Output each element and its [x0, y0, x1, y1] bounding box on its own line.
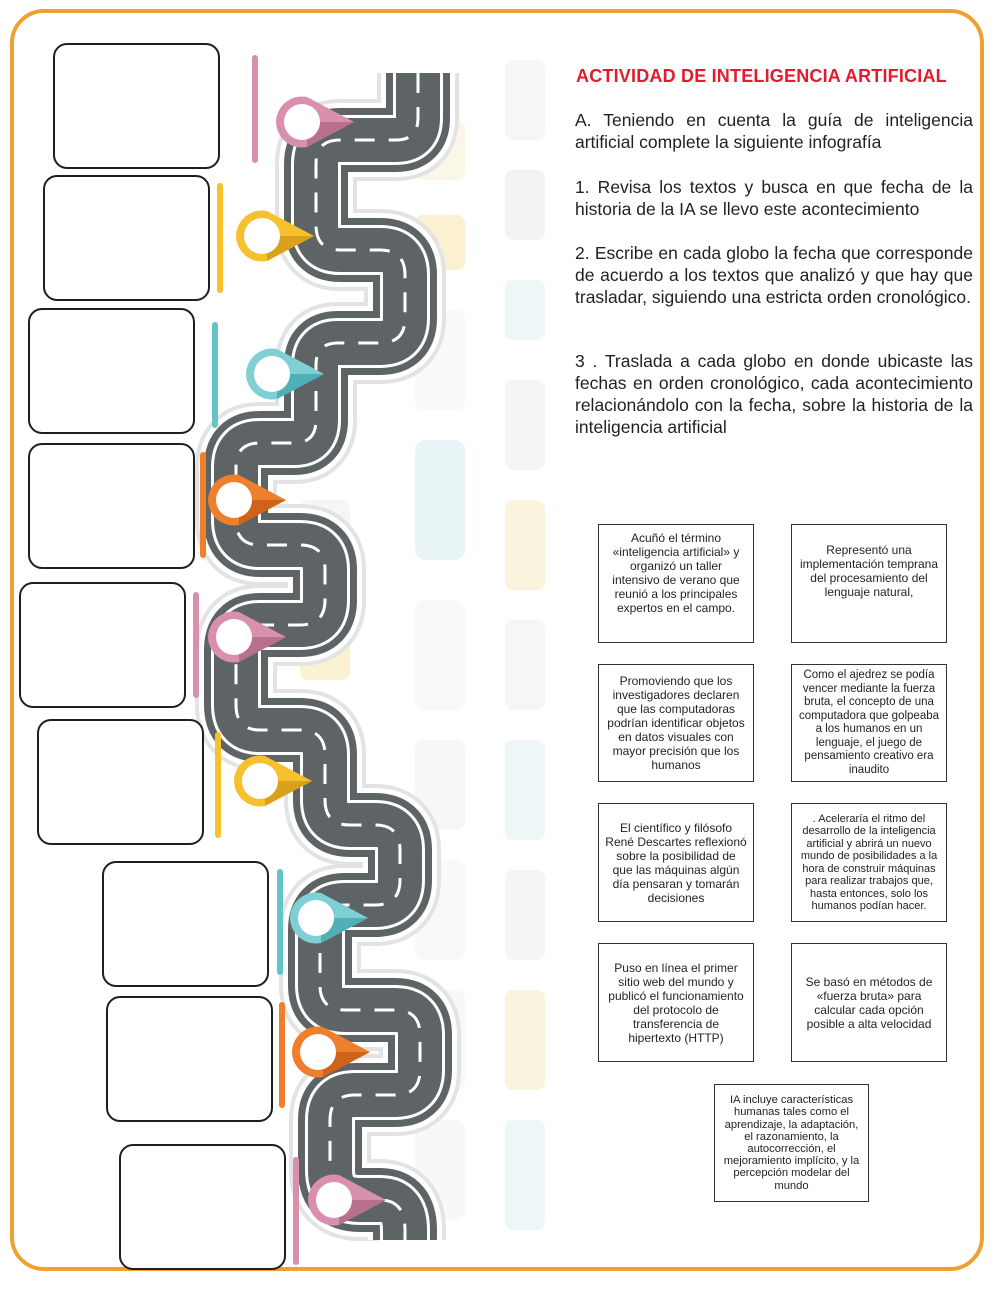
event-card[interactable] [791, 664, 947, 782]
answer-box-2[interactable] [43, 175, 210, 301]
event-card-text: . Aceleraría el ritmo del desarrollo de la inteligencia artificial y abrirá un nuevo mundo de posibilidades a la hora de construir máquinas para realizar trabajos que, hasta entonces, solo los humanos podían hacer. [800, 812, 938, 912]
pin-icon [208, 475, 286, 526]
answer-box-7[interactable] [102, 861, 269, 987]
event-card-text: Representó una implementación temprana del procesamiento del lenguaje natural, [799, 543, 939, 599]
event-card[interactable] [791, 943, 947, 1062]
pin-icon [308, 1175, 386, 1226]
pin-icon [246, 349, 324, 400]
event-card[interactable] [714, 1084, 869, 1202]
instruction-step-3: 3 . Traslada a cada globo en donde ubicaste las fechas en orden cronológico, cada acontecimiento relacionándolo con la fecha, sobre la historia de la inteligencia artificial [575, 351, 973, 437]
answer-box-3[interactable] [28, 308, 195, 434]
event-card-text: Acuñó el término «inteligencia artificial» y organizó un taller intensivo de verano que reunió a los principales expertos en el campo. [612, 531, 740, 615]
pin-icon [292, 1027, 370, 1078]
event-card[interactable] [598, 943, 754, 1062]
event-card[interactable] [791, 803, 947, 922]
event-card-text: Como el ajedrez se podía vencer mediante la fuerza bruta, el concepto de una computadora que golpeaba a los humanos en un lenguaje, el juego de pensamiento creativo era inaudito [798, 669, 940, 776]
answer-box-8[interactable] [106, 996, 273, 1122]
answer-box-9[interactable] [119, 1144, 286, 1270]
instruction-step-2: 2. Escribe en cada globo la fecha que corresponde de acuerdo a los textos que analizó y que hay que trasladar, siguiendo una estricta orden cronológico. [575, 243, 973, 307]
answer-box-6[interactable] [37, 719, 204, 845]
pin-icon [234, 756, 312, 807]
page-title: ACTIVIDAD DE INTELIGENCIA ARTIFICIAL [576, 66, 947, 86]
event-card[interactable] [598, 803, 754, 922]
pin-icon [236, 211, 314, 262]
pin-icon [276, 97, 354, 148]
answer-box-4[interactable] [28, 443, 195, 569]
pin-icon [290, 893, 368, 944]
pin-icon [208, 612, 286, 663]
instruction-a: A. Teniendo en cuenta la guía de inteligencia artificial complete la siguiente infografía [575, 110, 973, 152]
event-card[interactable] [791, 524, 947, 643]
event-card-text: Se basó en métodos de «fuerza bruta» para calcular cada opción posible a alta velocidad [805, 974, 933, 1031]
event-card-text: Puso en línea el primer sitio web del mundo y publicó el funcionamiento del protocolo de transferencia de hipertexto (HTTP) [608, 960, 744, 1045]
event-card-text: IA incluye características humanas tales como el aprendizaje, la adaptación, el razonamiento, la autocorrección, el mejoramiento implícito, y la percepción modelar del mundo [723, 1094, 860, 1192]
instruction-step-1: 1. Revisa los textos y busca en que fecha de la historia de la IA se llevo este acontecimiento [575, 177, 973, 219]
event-card-text: Promoviendo que los investigadores declaren que las computadoras podrían identificar objetos en datos visuales con mayor precisión que los humanos [607, 674, 745, 772]
answer-box-5[interactable] [19, 582, 186, 708]
answer-box-1[interactable] [53, 43, 220, 169]
event-card[interactable] [598, 664, 754, 782]
event-card[interactable] [598, 524, 754, 643]
event-card-text: El científico y filósofo René Descartes reflexionó sobre la posibilidad de que las máquinas algún día pensaran y tomarán decisiones [605, 820, 747, 905]
